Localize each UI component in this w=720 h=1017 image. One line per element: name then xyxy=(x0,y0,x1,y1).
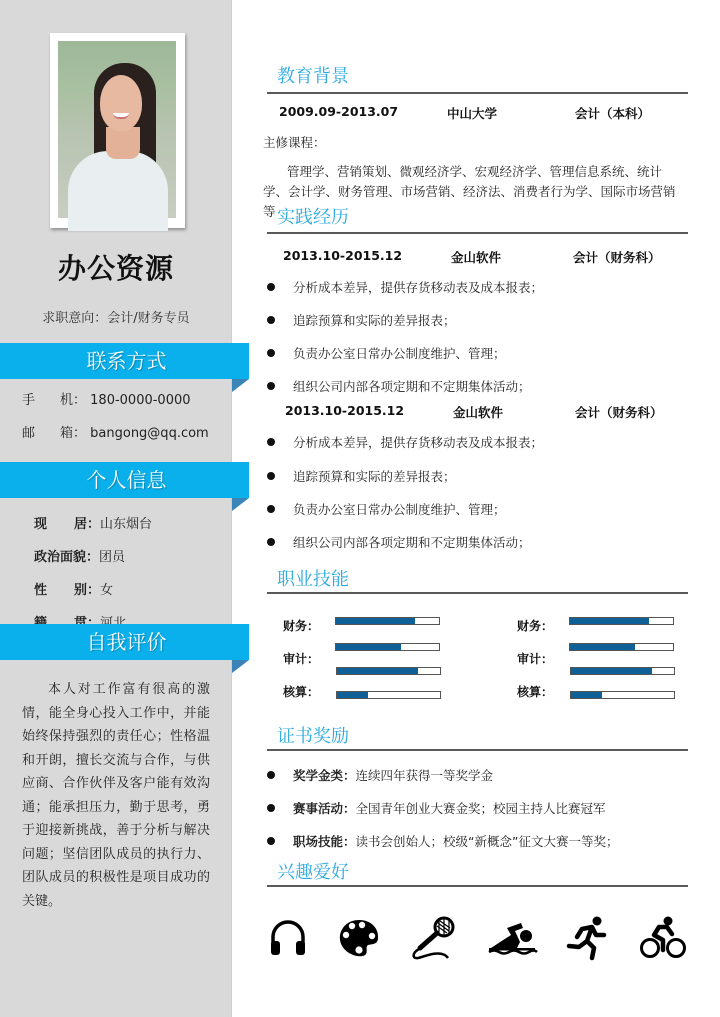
skill-bar xyxy=(569,643,674,651)
contact-email: 邮 箱： bangong@qq.com xyxy=(22,426,209,441)
education-major: 会计（本科） xyxy=(575,106,651,121)
contact-title: 联系方式 xyxy=(86,349,167,373)
education-title: 教育背景 xyxy=(277,66,349,87)
divider xyxy=(267,232,688,234)
profile-photo-frame xyxy=(50,33,185,228)
skill-bar xyxy=(336,691,441,699)
skill-bar xyxy=(569,617,674,625)
courses-label: 主修课程： xyxy=(263,135,326,150)
skill-label: 审计： xyxy=(283,652,320,666)
courses-list: 管理学、营销策划、微观经济学、宏观经济学、管理信息系统、统计学、会计学、财务管理、市场营销、经济法、消费者行为学、国际市场营销等 xyxy=(263,164,676,219)
skill-fill xyxy=(570,644,635,650)
skill-bar xyxy=(570,691,675,699)
ribbon-fold xyxy=(232,498,249,511)
ribbon-fold xyxy=(232,660,249,673)
cycling-icon xyxy=(638,915,688,960)
skill-bar xyxy=(570,667,675,675)
education-period: 2009.09-2013.07 xyxy=(279,104,399,119)
swimming-icon xyxy=(487,915,537,960)
running-icon xyxy=(563,915,613,960)
microphone-icon xyxy=(408,915,458,960)
skill-bar xyxy=(335,617,440,625)
skill-label: 核算： xyxy=(283,685,320,699)
job-objective: 求职意向：会计/财务专员 xyxy=(42,311,190,326)
education-school: 中山大学 xyxy=(447,106,498,121)
skill-fill xyxy=(337,668,418,674)
contact-section-header xyxy=(0,343,249,379)
hobbies-title: 兴趣爱好 xyxy=(277,862,349,883)
divider xyxy=(267,592,688,594)
skill-label: 审计： xyxy=(517,652,554,666)
contact-phone: 手 机： 180-0000-0000 xyxy=(22,393,191,408)
skill-label: 财务： xyxy=(517,619,554,633)
skills-title: 职业技能 xyxy=(277,569,349,590)
personal-title: 个人信息 xyxy=(86,468,167,492)
skill-label: 财务： xyxy=(283,619,320,633)
self-eval-section-header xyxy=(0,624,249,660)
palette-icon xyxy=(334,915,384,960)
skill-label: 核算： xyxy=(517,685,554,699)
personal-section-header xyxy=(0,462,249,498)
experience-title: 实践经历 xyxy=(277,207,349,228)
profile-photo xyxy=(58,41,176,218)
skill-fill xyxy=(336,618,415,624)
awards-title: 证书奖励 xyxy=(277,726,349,747)
skill-bar xyxy=(336,667,441,675)
skill-fill xyxy=(337,692,368,698)
info-political-status: 政治面貌：团员 xyxy=(34,550,126,565)
personal-info xyxy=(0,499,232,622)
info-residence: 现 居：山东烟台 xyxy=(34,517,153,532)
phone-value: 180-0000-0000 xyxy=(90,393,191,408)
headphones-icon xyxy=(263,915,313,960)
ribbon-fold xyxy=(232,379,249,392)
candidate-name: 办公资源 xyxy=(57,252,174,285)
self-eval-text: 本人对工作富有很高的激情，能全身心投入工作中，并能始终保持强烈的责任心；性格温和开朗，擅长交流与合作，与供应商、合作伙伴及客户能有效沟通；能承担压力，勤于思考，勇于迎接新挑战，善于分析与解决问题；坚信团队成员的执行力、团队成员的积极性是项目成功的关键。 xyxy=(22,682,210,909)
info-gender: 性 别：女 xyxy=(34,583,114,598)
skill-bar xyxy=(335,643,440,651)
self-eval-title: 自我评价 xyxy=(86,630,167,654)
skill-fill xyxy=(336,644,401,650)
skill-fill xyxy=(571,668,652,674)
divider xyxy=(267,749,688,751)
divider xyxy=(267,92,688,94)
divider xyxy=(267,885,688,887)
skill-fill xyxy=(570,618,649,624)
skill-fill xyxy=(571,692,602,698)
email-value: bangong@qq.com xyxy=(90,426,209,441)
